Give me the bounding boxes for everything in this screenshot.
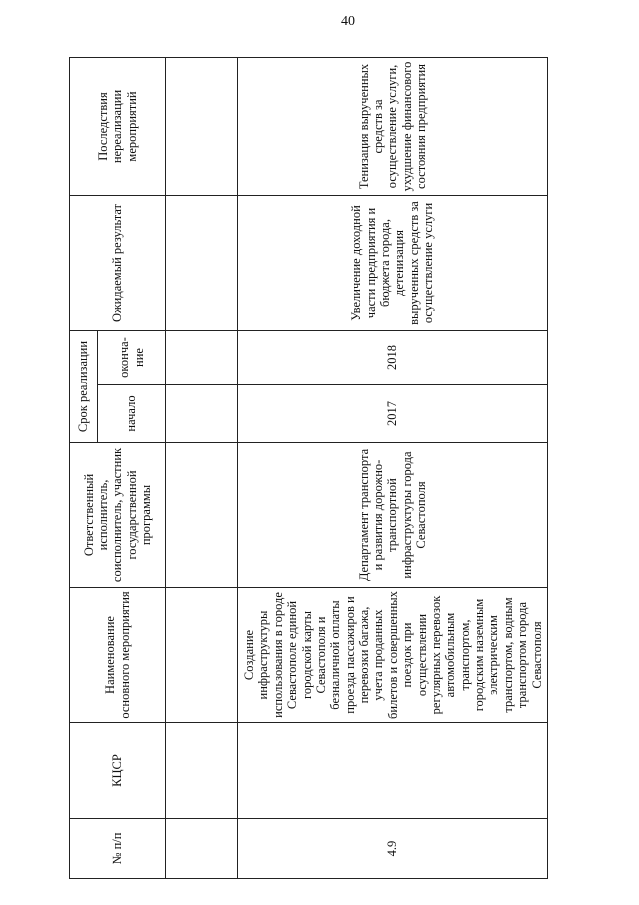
header-name — [70, 588, 166, 723]
header-term-end-label: оконча-ние — [117, 337, 146, 378]
page-number: 40 — [341, 14, 355, 29]
row-kcsr — [238, 723, 548, 819]
row-start-value: 2017 — [385, 401, 400, 426]
row-num — [238, 819, 548, 879]
header-num — [70, 819, 166, 879]
header-name-label: Наименование основного мероприятия — [103, 591, 132, 719]
row-result — [238, 195, 548, 330]
row-executor-value: Департамент транспорта и развития дорожно-транспортной инфраструктуры города Севастополя — [356, 448, 428, 582]
header-consequences — [70, 57, 166, 195]
row-end-value: 2018 — [385, 345, 400, 370]
program-activities-table — [69, 57, 548, 879]
empty-cell — [166, 385, 238, 443]
header-result-label: Ожидаемый результат — [110, 203, 125, 322]
header-term-start-label: начало — [124, 395, 139, 432]
empty-cell — [166, 57, 238, 195]
header-executor — [70, 443, 166, 588]
empty-cell — [166, 195, 238, 330]
row-executor — [238, 443, 548, 588]
header-executor-label: Ответственный исполнитель, соисполнитель, участник государственной программы — [81, 447, 154, 583]
row-result-value: Увеличение доходной части предприятия и бюджета города, детенизация вырученных средств за осуществление услуги — [349, 201, 436, 325]
row-start — [238, 385, 548, 443]
header-num-label: № п/п — [110, 832, 125, 865]
empty-cell — [166, 819, 238, 879]
header-kcsr-label: КЦСР — [110, 754, 125, 787]
header-consequences-label: Последствия нереализации мероприятий — [95, 89, 139, 164]
empty-cell — [166, 588, 238, 723]
table-empty-row — [166, 57, 238, 878]
header-term-end — [98, 330, 166, 384]
empty-cell — [166, 443, 238, 588]
header-result — [70, 195, 166, 330]
header-term-label: Срок реализации — [76, 340, 91, 433]
header-term-start — [98, 385, 166, 443]
header-term — [70, 330, 98, 442]
table-header-row — [70, 57, 98, 878]
empty-cell — [166, 723, 238, 819]
row-end — [238, 330, 548, 384]
row-consequences — [238, 57, 548, 195]
header-kcsr — [70, 723, 166, 819]
table-rotation-frame — [69, 58, 544, 879]
empty-cell — [166, 330, 238, 384]
row-num-value: 4.9 — [385, 840, 400, 857]
row-name — [238, 588, 548, 723]
table-rotated-content — [69, 58, 544, 879]
row-consequences-value: Тенизация вырученных средств за осуществление услуги, ухудшение финансового состояния предприятия — [356, 61, 428, 192]
row-name-value: Создание инфраструктуры использования в городе Севастополе единой городской карты Севастополя и безналичной оплаты проезда пассажиров и перевозки багажа, учета проданных билетов и совершенных поездок при осуществлении регулярных перевозок автомобильным транспортом, городским наземным электрическим транспортом, водным транспортом города Севастополя — [242, 591, 544, 719]
table-row — [238, 57, 548, 878]
